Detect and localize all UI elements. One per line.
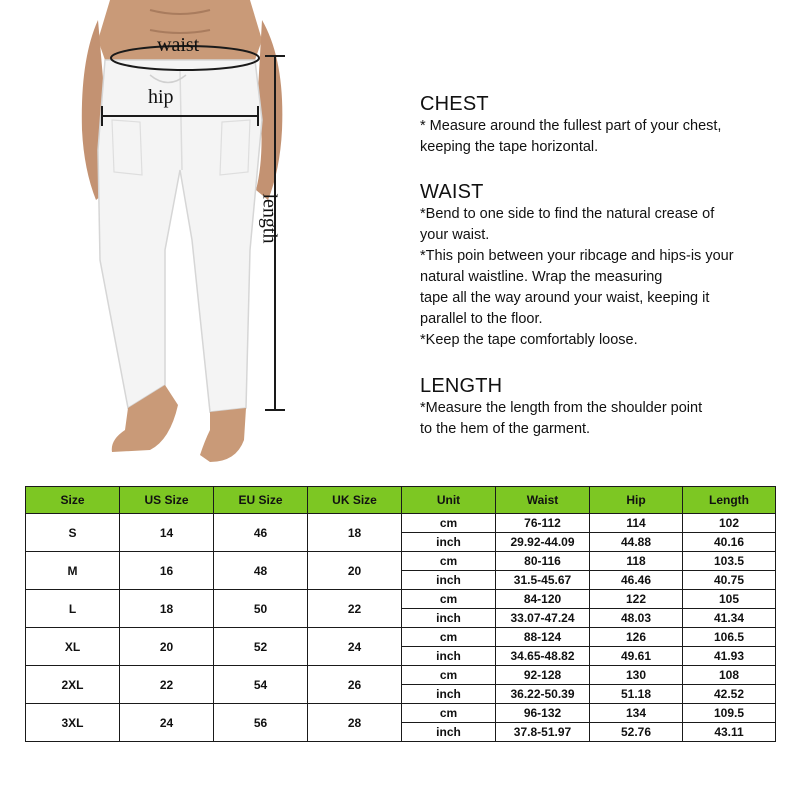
hip-cell: 134 (590, 704, 683, 723)
right-foot (200, 408, 246, 462)
instruction-line: *Measure the length from the shoulder point (420, 400, 703, 416)
waist-cell: 37.8-51.97 (496, 723, 590, 742)
unit-cell: inch (402, 647, 496, 666)
size-chart-table (25, 486, 776, 742)
hip-cell: 44.88 (590, 533, 683, 552)
chest-heading: CHEST (420, 93, 489, 115)
length-cell: 102 (683, 514, 776, 533)
us-size-cell: 16 (120, 552, 214, 590)
length-instructions (420, 374, 702, 440)
hip-cell: 122 (590, 590, 683, 609)
length-cell: 41.34 (683, 609, 776, 628)
eu-size-cell: 54 (214, 666, 308, 704)
hip-cell: 46.46 (590, 571, 683, 590)
length-cell: 109.5 (683, 704, 776, 723)
model-figure (0, 0, 400, 470)
uk-size-cell: 20 (308, 552, 402, 590)
length-cell: 108 (683, 666, 776, 685)
waist-cell: 84-120 (496, 590, 590, 609)
waist-cell: 76-112 (496, 514, 590, 533)
column-header-eu-size: EU Size (214, 487, 308, 514)
length-cell: 40.75 (683, 571, 776, 590)
unit-cell: cm (402, 704, 496, 723)
size-cell: 3XL (26, 704, 120, 742)
waist-cell: 29.92-44.09 (496, 533, 590, 552)
eu-size-cell: 48 (214, 552, 308, 590)
table-row (26, 628, 776, 647)
length-cell: 43.11 (683, 723, 776, 742)
waist-label: waist (157, 34, 200, 56)
column-header-hip: Hip (590, 487, 683, 514)
size-table-body (26, 514, 776, 742)
table-row (26, 590, 776, 609)
column-header-uk-size: UK Size (308, 487, 402, 514)
length-cell: 40.16 (683, 533, 776, 552)
us-size-cell: 18 (120, 590, 214, 628)
hip-cell: 52.76 (590, 723, 683, 742)
instruction-line: natural waistline. Wrap the measuring (420, 269, 663, 285)
us-size-cell: 22 (120, 666, 214, 704)
unit-cell: cm (402, 590, 496, 609)
size-cell: M (26, 552, 120, 590)
size-cell: S (26, 514, 120, 552)
us-size-cell: 24 (120, 704, 214, 742)
instruction-line: * Measure around the fullest part of your chest, (420, 118, 722, 134)
hip-cell: 114 (590, 514, 683, 533)
table-header-row (26, 487, 776, 514)
column-header-size: Size (26, 487, 120, 514)
hip-cell: 51.18 (590, 685, 683, 704)
waist-cell: 31.5-45.67 (496, 571, 590, 590)
uk-size-cell: 26 (308, 666, 402, 704)
table-row (26, 704, 776, 723)
length-cell: 106.5 (683, 628, 776, 647)
unit-cell: cm (402, 552, 496, 571)
unit-cell: cm (402, 666, 496, 685)
length-cell: 42.52 (683, 685, 776, 704)
us-size-cell: 14 (120, 514, 214, 552)
instruction-line: *Keep the tape comfortably loose. (420, 332, 638, 348)
table-row (26, 514, 776, 533)
waist-cell: 96-132 (496, 704, 590, 723)
uk-size-cell: 24 (308, 628, 402, 666)
pants-shape (98, 60, 262, 412)
size-cell: L (26, 590, 120, 628)
instruction-line: *This poin between your ribcage and hips-is your (420, 248, 734, 264)
unit-cell: inch (402, 533, 496, 552)
length-cell: 41.93 (683, 647, 776, 666)
unit-cell: cm (402, 514, 496, 533)
column-header-length: Length (683, 487, 776, 514)
length-cell: 105 (683, 590, 776, 609)
waist-cell: 80-116 (496, 552, 590, 571)
length-heading: LENGTH (420, 375, 503, 397)
table-row (26, 666, 776, 685)
waist-instructions (420, 180, 734, 351)
size-cell: 2XL (26, 666, 120, 704)
uk-size-cell: 18 (308, 514, 402, 552)
column-header-us-size: US Size (120, 487, 214, 514)
hip-cell: 48.03 (590, 609, 683, 628)
waist-cell: 36.22-50.39 (496, 685, 590, 704)
instruction-line: *Bend to one side to find the natural crease of (420, 206, 715, 222)
hip-cell: 130 (590, 666, 683, 685)
pants-model-illustration (0, 0, 400, 470)
unit-cell: inch (402, 685, 496, 704)
column-header-unit: Unit (402, 487, 496, 514)
table-row (26, 552, 776, 571)
waist-cell: 33.07-47.24 (496, 609, 590, 628)
hip-label: hip (148, 86, 174, 108)
instruction-line: your waist. (420, 227, 490, 243)
eu-size-cell: 50 (214, 590, 308, 628)
unit-cell: inch (402, 571, 496, 590)
instruction-line: keeping the tape horizontal. (420, 139, 599, 155)
hip-cell: 118 (590, 552, 683, 571)
waist-cell: 88-124 (496, 628, 590, 647)
us-size-cell: 20 (120, 628, 214, 666)
unit-cell: inch (402, 723, 496, 742)
uk-size-cell: 22 (308, 590, 402, 628)
hip-cell: 126 (590, 628, 683, 647)
uk-size-cell: 28 (308, 704, 402, 742)
length-label: length (258, 193, 281, 244)
waist-heading: WAIST (420, 181, 484, 203)
hip-cell: 49.61 (590, 647, 683, 666)
instruction-line: tape all the way around your waist, keeping it (420, 290, 710, 306)
chest-instructions (420, 92, 721, 158)
length-cell: 103.5 (683, 552, 776, 571)
instruction-line: to the hem of the garment. (420, 421, 591, 437)
waist-cell: 34.65-48.82 (496, 647, 590, 666)
column-header-waist: Waist (496, 487, 590, 514)
eu-size-cell: 46 (214, 514, 308, 552)
unit-cell: inch (402, 609, 496, 628)
waist-cell: 92-128 (496, 666, 590, 685)
eu-size-cell: 52 (214, 628, 308, 666)
eu-size-cell: 56 (214, 704, 308, 742)
size-cell: XL (26, 628, 120, 666)
unit-cell: cm (402, 628, 496, 647)
instruction-line: parallel to the floor. (420, 311, 543, 327)
